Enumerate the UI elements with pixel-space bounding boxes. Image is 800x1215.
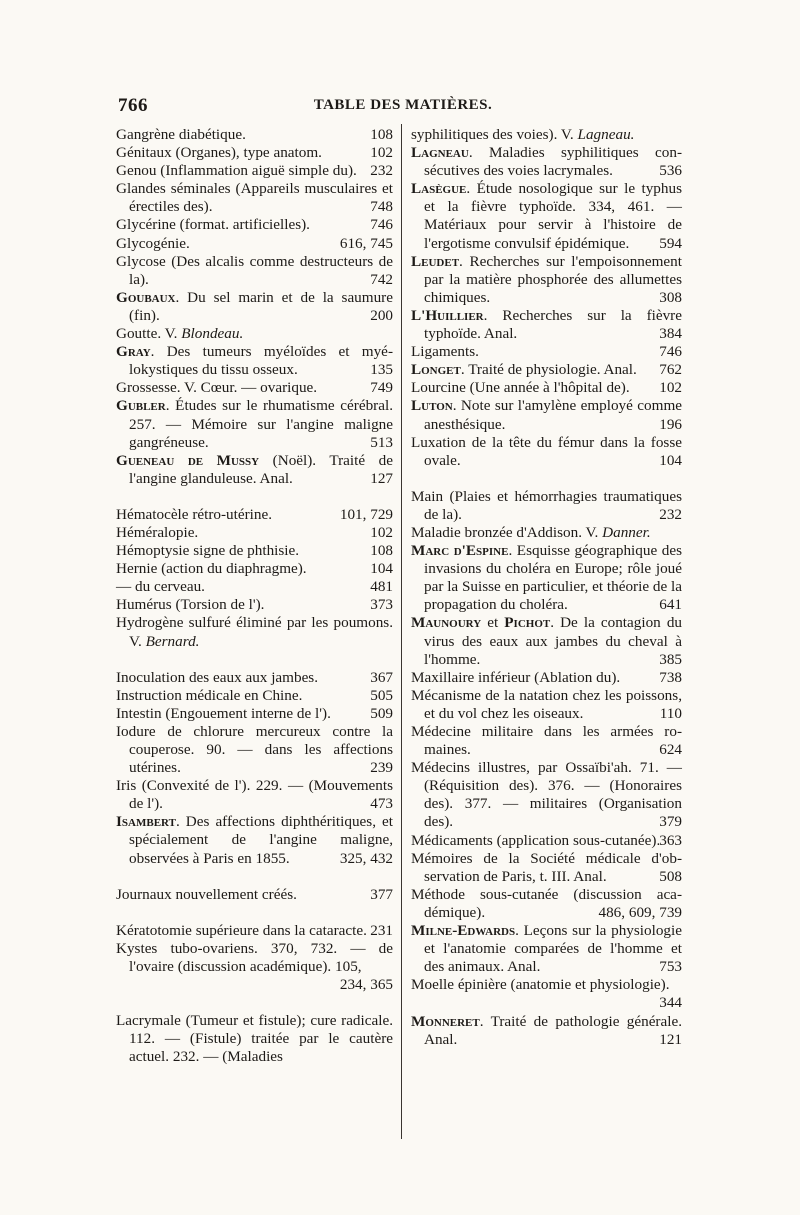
- entry-text: Médicaments (application sous-cutanée).: [411, 831, 661, 849]
- page-reference: 102: [370, 523, 393, 541]
- page-reference: 110: [659, 704, 682, 722]
- index-column-left: [116, 126, 393, 1066]
- page-reference: 234, 365: [339, 976, 393, 994]
- page-reference: 473: [370, 795, 393, 813]
- page-reference: 616, 745: [339, 234, 393, 252]
- index-entry: [116, 687, 393, 705]
- index-entry: [411, 850, 682, 886]
- letter-gap: [116, 651, 393, 669]
- index-entry: [116, 144, 393, 162]
- letter-gap: [116, 488, 393, 506]
- index-entry: [411, 488, 682, 524]
- entry-text: Mémoires de la Société médicale d'observation de Paris, t. III. Anal.: [411, 849, 682, 885]
- index-entry: [411, 687, 682, 723]
- index-entry: [411, 759, 682, 831]
- index-entry: [411, 1013, 682, 1049]
- entry-text: et: [481, 614, 505, 632]
- page-reference: 239: [370, 759, 393, 777]
- page-reference: 377: [370, 885, 393, 903]
- page-reference: 513: [370, 433, 393, 451]
- entry-text: Glandes séminales (Appareils musculaires et érectiles des).: [116, 180, 393, 216]
- page-reference: 742: [370, 270, 393, 288]
- index-entry: [116, 524, 393, 542]
- index-entry: [116, 162, 393, 180]
- entry-text: Hernie (action du diaphragme).: [116, 560, 307, 578]
- author-name: Leudet: [411, 252, 460, 270]
- page-reference: 102: [370, 144, 393, 162]
- index-entry: [116, 253, 393, 289]
- entry-text: Médecine militaire dans les armées romaines.: [411, 723, 682, 759]
- author-name: Gray: [116, 343, 151, 361]
- entry-text: Journaux nouvellement créés.: [116, 885, 297, 903]
- index-entry: [411, 397, 682, 433]
- index-entry: [116, 669, 393, 687]
- entry-text: Goutte. V.: [116, 325, 182, 343]
- cross-reference: Lagneau.: [577, 126, 635, 143]
- entry-text: Moelle épinière (anatomie et physiologie).: [411, 976, 670, 994]
- page-reference: 481: [370, 578, 393, 596]
- page-number: 766: [118, 95, 148, 116]
- page-reference: 308: [659, 288, 682, 306]
- author-name: Monneret: [411, 1012, 480, 1030]
- entry-text: . Recherches sur l'empoisonnement par la matière phosphorée des allumettes chimiques.: [424, 252, 682, 306]
- page-reference: 594: [659, 234, 682, 252]
- index-entry: [411, 669, 682, 687]
- index-entry: [411, 542, 682, 614]
- page-reference: 367: [370, 668, 393, 686]
- page-reference: 363: [659, 831, 682, 849]
- index-entry: [116, 180, 393, 216]
- entry-text: Lourcine (Une année à l'hôpital de).: [411, 379, 630, 397]
- index-entry: [411, 434, 682, 470]
- page-reference: 508: [659, 867, 682, 885]
- page-reference: 536: [659, 162, 682, 180]
- letter-gap: [116, 994, 393, 1012]
- index-entry: [116, 596, 393, 614]
- page-reference: 232: [370, 162, 393, 180]
- index-entry: [116, 289, 393, 325]
- entry-text: Ligaments.: [411, 343, 479, 361]
- page-reference: 385: [659, 650, 682, 668]
- entry-text: . Maladies syphilitiques consécutives des voies lacrymales.: [424, 144, 682, 180]
- page-reference: 746: [659, 343, 682, 361]
- entry-text: Maxillaire inférieur (Ablation du).: [411, 668, 621, 686]
- page-reference: 232: [659, 505, 682, 523]
- page-reference: 505: [370, 686, 393, 704]
- running-title: TABLE DES MATIÈRES.: [313, 97, 493, 113]
- entry-text: Iris (Convexité de l'). 229. — (Mouvements de l').: [116, 777, 393, 813]
- entry-text: Humérus (Torsion de l').: [116, 596, 265, 614]
- index-entry: [411, 886, 682, 922]
- index-entry: [116, 560, 393, 578]
- index-entry: [116, 940, 393, 994]
- author-name: Marc d'Espine: [411, 542, 509, 560]
- author-name: Isambert: [116, 813, 176, 831]
- entry-text: . Étude nosologique sur le typhus et la fièvre typhoïde. 334, 461. — Matériaux pour servir à l'histoire de l'ergotisme convulsif épidémique.: [424, 180, 682, 252]
- index-entry: [116, 506, 393, 524]
- page-reference: 753: [659, 958, 682, 976]
- cross-reference: Bernard.: [145, 632, 200, 650]
- index-entry: [116, 1012, 393, 1066]
- page-reference: 486, 609, 739: [598, 903, 682, 921]
- entry-text: — du cerveau.: [116, 578, 205, 596]
- author-name: Goubaux: [116, 288, 176, 306]
- page-reference: 108: [370, 542, 393, 560]
- entry-text: Glycose (Des alcalis comme destructeurs de la).: [116, 252, 393, 288]
- entry-text: Médecins illustres, par Ossaïbi'ah. 71. — (Réquisition des). 376. — (Honoraires des). 377. — militaires (Organisation des).: [411, 759, 682, 831]
- entry-text: Instruction médicale en Chine.: [116, 686, 303, 704]
- entry-text: Glycérine (format. artificielles).: [116, 216, 310, 234]
- page-reference: 746: [370, 216, 393, 234]
- entry-text: Grossesse. V. Cœur. — ovarique.: [116, 379, 318, 397]
- index-entry: [411, 614, 682, 668]
- index-entry: [411, 832, 682, 850]
- page-reference: 104: [370, 560, 393, 578]
- page-reference: 231: [370, 921, 393, 939]
- entry-text: syphilitiques des voies). V.: [411, 126, 578, 143]
- index-entry: [116, 723, 393, 777]
- author-name: Gueneau de Mussy: [116, 451, 260, 469]
- index-entry: [116, 886, 393, 904]
- entry-text: Hydrogène sulfuré éliminé par les poumons. V.: [116, 614, 393, 650]
- page-reference: 641: [659, 596, 682, 614]
- author-name: Longet: [411, 361, 461, 379]
- page-reference: 509: [370, 704, 393, 722]
- entry-text: (Noël). Traité de l'angine glanduleuse. Anal.: [129, 451, 393, 487]
- cross-reference: Blondeau.: [181, 325, 244, 343]
- entry-text: . Traité de physiologie. Anal.: [460, 361, 637, 379]
- author-name: Pichot: [504, 614, 551, 632]
- entry-text: Iodure de chlorure mercureux contre la couperose. 90. — dans les affections utérines.: [116, 722, 393, 777]
- index-entry: [116, 614, 393, 650]
- index-entry: [116, 126, 393, 144]
- entry-text: Genou (Inflammation aiguë simple du).: [116, 162, 357, 180]
- index-entry: [116, 813, 393, 867]
- page-reference: 101, 729: [339, 505, 393, 523]
- letter-gap: [411, 470, 682, 488]
- cross-reference: Danner.: [602, 523, 651, 541]
- index-entry: [411, 976, 682, 1012]
- author-name: Gubler: [116, 397, 166, 415]
- index-entry: [116, 542, 393, 560]
- page-header: [118, 95, 688, 123]
- page-reference: 379: [659, 813, 682, 831]
- index-entry: [411, 723, 682, 759]
- entry-text: . Des affections diphthéritiques, et spécialement de l'angine maligne, observées à Paris en 1855.: [129, 813, 393, 867]
- page-reference: 121: [659, 1030, 682, 1048]
- page-reference: 344: [659, 994, 682, 1012]
- index-entry: [411, 922, 682, 976]
- entry-text: Maladie bronzée d'Addison. V.: [411, 523, 603, 541]
- page-reference: 200: [370, 306, 393, 324]
- author-name: Lagneau: [411, 144, 469, 162]
- index-entry: [116, 379, 393, 397]
- author-name: Maunoury: [411, 614, 482, 632]
- author-name: Lasègue: [411, 180, 467, 198]
- entry-text: . Traité de pathologie générale. Anal.: [424, 1012, 682, 1048]
- page-reference: 127: [370, 469, 393, 487]
- entry-text: . Études sur le rhumatisme cérébral. 257. — Mémoire sur l'angine maligne gangréneuse.: [129, 397, 393, 451]
- column-divider: [401, 124, 402, 1139]
- entry-text: . Leçons sur la physiologie et l'anatomie comparées de l'homme et des animaux. Anal.: [424, 922, 682, 976]
- index-entry: [411, 343, 682, 361]
- index-entry: [116, 235, 393, 253]
- entry-text: Héméralopie.: [116, 523, 199, 541]
- entry-text: . Des tumeurs myéloïdes et myélokystiques du tissu osseux.: [129, 343, 393, 379]
- entry-text: Lacrymale (Tumeur et fistule); cure radicale. 112. — (Fistule) traitée par le cautère actuel. 232. — (Maladies: [116, 1012, 393, 1066]
- letter-gap: [116, 868, 393, 886]
- page-reference: 373: [370, 596, 393, 614]
- index-entry: [116, 922, 393, 940]
- page-reference: 624: [659, 741, 682, 759]
- entry-text: . De la contagion du virus des eaux aux jambes du cheval à l'homme.: [424, 614, 683, 668]
- entry-text: . Du sel marin et de la saumure (fin).: [129, 288, 393, 324]
- index-entry: [411, 379, 682, 397]
- index-entry: [116, 452, 393, 488]
- page-reference: 196: [659, 415, 682, 433]
- entry-text: Hémoptysie signe de phthisie.: [116, 542, 300, 560]
- author-name: L'Huillier: [411, 306, 484, 324]
- entry-text: . Recherches sur la fièvre typhoïde. Anal.: [424, 306, 682, 343]
- entry-text: Main (Plaies et hémorrhagies traumatiques de la).: [411, 487, 682, 523]
- index-entry: [116, 343, 393, 379]
- letter-gap: [116, 904, 393, 922]
- page-reference: 325, 432: [339, 849, 393, 867]
- page-reference: 108: [370, 126, 393, 143]
- entry-text: Génitaux (Organes), type anatom.: [116, 144, 322, 162]
- page-reference: 104: [659, 451, 682, 469]
- entry-text: Méthode sous-cutanée (discussion académique).: [411, 885, 682, 921]
- author-name: Milne-Edwards: [411, 922, 516, 940]
- entry-text: Intestin (Engouement interne de l').: [116, 704, 331, 722]
- index-entry: [116, 216, 393, 234]
- entry-text: Gangrène diabétique.: [116, 126, 246, 143]
- index-entry: [411, 126, 682, 144]
- index-entry: [411, 144, 682, 180]
- entry-text: Kystes tubo-ovariens. 370, 732. — de l'ovaire (discussion académique). 105,: [116, 939, 393, 975]
- entry-text: Mécanisme de la natation chez les poissons, et du vol chez les oiseaux.: [411, 686, 682, 722]
- entry-text: Luxation de la tête du fémur dans la fosse ovale.: [411, 433, 682, 469]
- page-reference: 102: [659, 379, 682, 397]
- index-entry: [411, 307, 682, 343]
- page-reference: 384: [659, 325, 682, 343]
- index-entry: [411, 361, 682, 379]
- index-entry: [116, 325, 393, 343]
- index-entry: [116, 397, 393, 451]
- author-name: Luton: [411, 397, 453, 415]
- entry-text: . Esquisse géographique des invasions du choléra en Europe; rôle joué par la Suisse en particulier, et théorie de la propagation du choléra.: [424, 542, 683, 614]
- index-entry: [411, 524, 682, 542]
- entry-text: Kératotomie supérieure dans la cataracte.: [116, 921, 367, 939]
- page-reference: 749: [370, 379, 393, 397]
- index-entry: [116, 777, 393, 813]
- entry-text: Inoculation des eaux aux jambes.: [116, 668, 319, 686]
- page-reference: 762: [659, 361, 682, 379]
- entry-text: . Note sur l'amylène employé comme anesthésique.: [424, 397, 682, 433]
- page-reference: 738: [659, 668, 682, 686]
- index-entry: [411, 180, 682, 252]
- entry-text: Glycogénie.: [116, 234, 190, 252]
- index-entry: [116, 705, 393, 723]
- index-entry: [116, 578, 393, 596]
- entry-text: Hématocèle rétro-utérine.: [116, 505, 273, 523]
- page-reference: 135: [370, 361, 393, 379]
- index-column-right: [411, 126, 682, 1049]
- page-reference: 748: [370, 198, 393, 216]
- index-entry: [411, 253, 682, 307]
